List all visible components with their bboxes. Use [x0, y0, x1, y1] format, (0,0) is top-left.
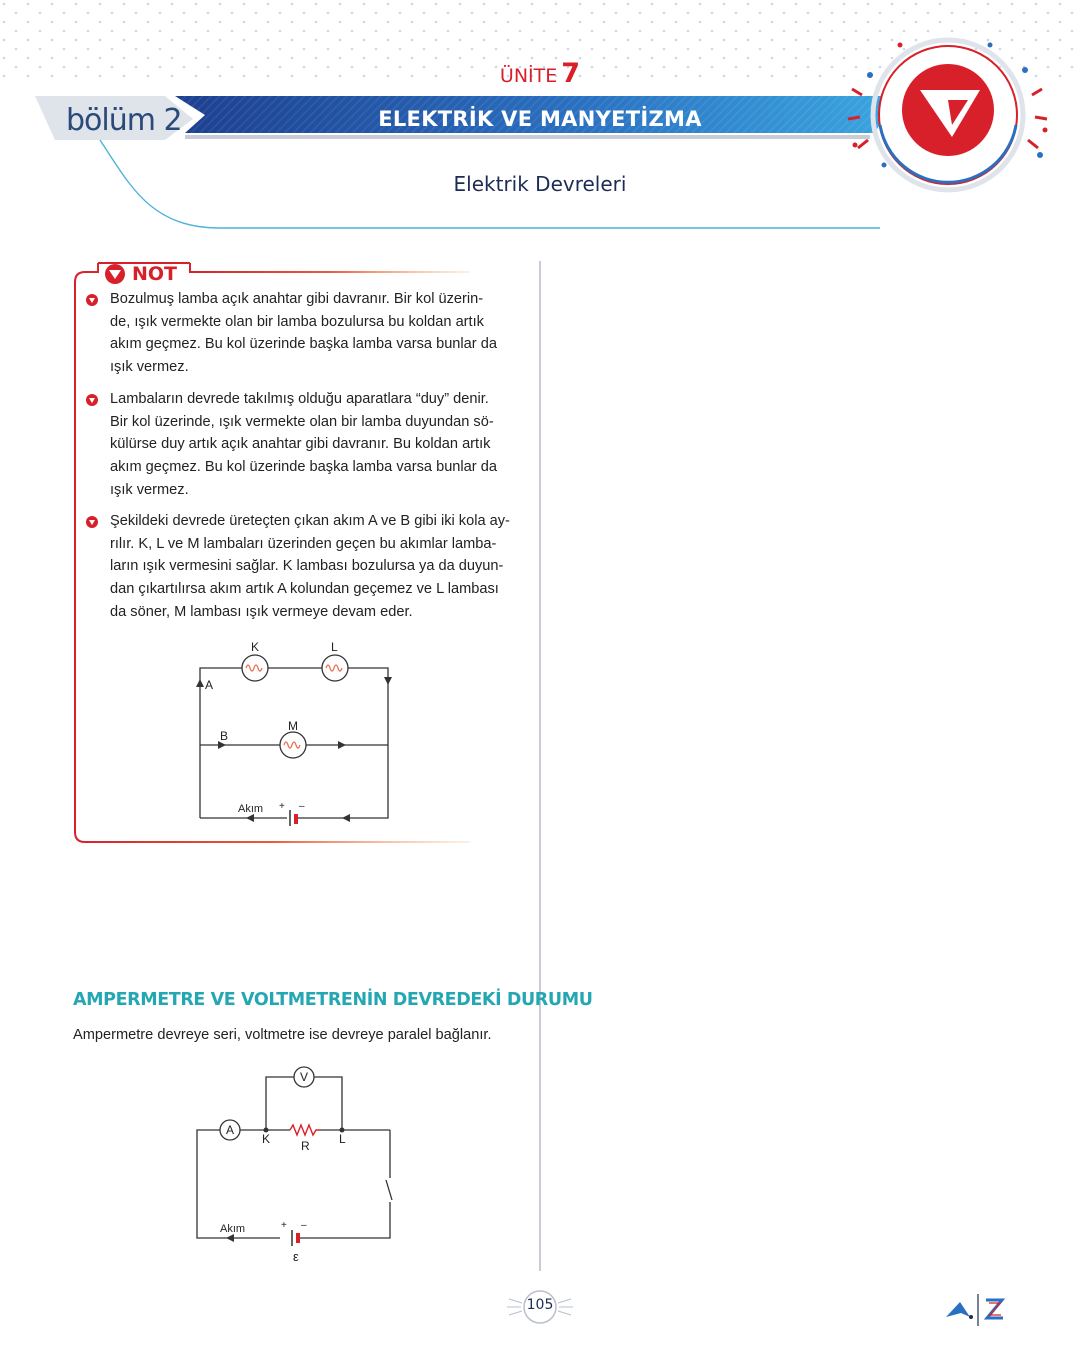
parallel-circuit-diagram [180, 635, 410, 835]
arrow-icon [384, 677, 392, 685]
resistor [290, 1125, 320, 1135]
column-divider [539, 261, 541, 1271]
lamp-l [322, 655, 348, 681]
minus-sign: – [301, 1220, 307, 1231]
note-line: Bir kol üzerinde, ışık vermekte olan bir lamba duyundan sö- [110, 413, 494, 430]
lamp-l-label: L [331, 640, 338, 654]
bullet-icon [86, 394, 98, 406]
battery [290, 810, 298, 826]
arrow-icon [246, 814, 254, 822]
current-label: Akım [238, 803, 264, 815]
publisher-logo [840, 25, 1055, 200]
note-line: Şekildeki devrede üreteçten çıkan akım A ve B gibi iki kola ay- [110, 513, 510, 529]
voltmeter-label: V [299, 1070, 309, 1084]
battery [292, 1230, 300, 1246]
section-heading: AMPERMETRE VE VOLTMETRENİN DEVREDEKİ DURUMU [73, 990, 593, 1010]
unit-number: 7 [561, 58, 581, 89]
node-l-label: L [339, 1132, 346, 1146]
branch-a-label: A [205, 678, 214, 692]
unit-title: ELEKTRİK VE MANYETİZMA [378, 107, 702, 131]
section-label: bölüm 2 [66, 103, 182, 138]
unit-label [490, 58, 590, 89]
note-item-3 [110, 510, 510, 624]
current-label: Akım [220, 1223, 246, 1235]
note-item-2 [110, 388, 510, 502]
arrow-icon [226, 1234, 234, 1242]
unit-word: ÜNİTE [499, 65, 558, 87]
brand-logo [940, 1290, 1010, 1330]
section-text: Ampermetre devreye seri, voltmetre ise devreye paralel bağlanır. [73, 1027, 492, 1043]
note-item-1 [110, 288, 510, 379]
lamp-m-label: M [288, 719, 298, 733]
bullet-icon [86, 516, 98, 528]
note-line: ışık vermez. [110, 359, 189, 376]
plus-sign: + [281, 1220, 287, 1231]
note-line: Lambaların devrede takılmış olduğu aparatlara “duy” denir. [110, 391, 489, 407]
minus-sign: – [299, 801, 305, 812]
emf-label: ε [293, 1249, 299, 1264]
note-line: ların ışık vermesini sağlar. K lambası bozulursa ya da duyun- [110, 558, 504, 575]
note-line: Bozulmuş lamba açık anahtar gibi davranır. Bir kol üzerin- [110, 291, 484, 307]
arrow-icon [338, 741, 346, 749]
note-line: akım geçmez. Bu kol üzerinde başka lamba varsa bunlar da [110, 336, 497, 353]
lamp-k-label: K [251, 640, 260, 654]
note-label: NOT [132, 263, 178, 285]
note-line: külürse duy artık açık anahtar gibi davranır. Bu koldan artık [110, 436, 491, 453]
node-k-label: K [262, 1132, 271, 1146]
lamp-k [242, 655, 268, 681]
resistor-label: R [301, 1139, 310, 1153]
ammeter-voltmeter-circuit-diagram [180, 1060, 410, 1270]
lamp-m [280, 732, 306, 758]
plus-sign: + [279, 801, 285, 812]
note-icon [104, 263, 126, 285]
note-line: rılır. K, L ve M lambaları üzerinden geçen bu akımlar lamba- [110, 535, 497, 552]
arrow-icon [196, 679, 204, 687]
page-number: 105 [526, 1297, 554, 1313]
note-line: akım geçmez. Bu kol üzerinde başka lamba varsa bunlar da [110, 459, 497, 476]
bullet-icon [86, 294, 98, 306]
page-subtitle: Elektrik Devreleri [453, 172, 627, 196]
ammeter-label: A [225, 1123, 235, 1137]
branch-b-label: B [220, 729, 229, 743]
note-line: de, ışık vermekte olan bir lamba bozulursa bu koldan artık [110, 313, 484, 330]
arrow-icon [342, 814, 350, 822]
note-line: dan çıkartılırsa akım artık A kolundan geçemez ve L lambası [110, 581, 499, 598]
note-line: da söner, M lambası ışık vermeye devam eder. [110, 603, 413, 620]
note-line: ışık vermez. [110, 481, 189, 498]
